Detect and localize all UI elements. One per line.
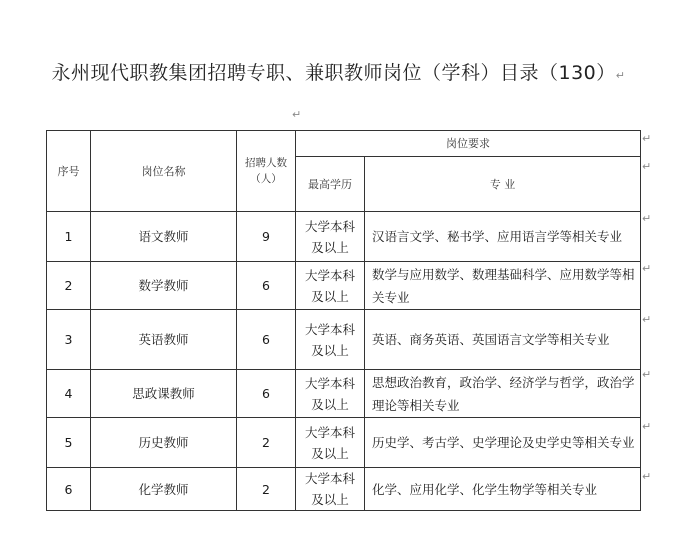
cell-seq: 5 <box>47 418 91 468</box>
table-row <box>47 310 641 370</box>
cell-major: 数学与应用数学、数理基础科学、应用数学等相关专业 <box>365 262 641 310</box>
cell-count: 6 <box>237 310 296 370</box>
cell-education: 大学本科及以上 <box>296 212 365 262</box>
cell-count: 9 <box>237 212 296 262</box>
cell-seq: 6 <box>47 468 91 511</box>
cell-seq: 2 <box>47 262 91 310</box>
cell-major: 化学、应用化学、化学生物学等相关专业 <box>365 468 641 511</box>
header-major: 专 业 <box>365 157 641 212</box>
table-row <box>47 468 641 511</box>
paragraph-mark-icon: ↵ <box>642 160 652 173</box>
cell-count: 6 <box>237 370 296 418</box>
cell-position: 数学教师 <box>91 262 237 310</box>
cell-position: 历史教师 <box>91 418 237 468</box>
cell-education: 大学本科及以上 <box>296 262 365 310</box>
paragraph-mark-icon: ↵ <box>642 420 652 433</box>
cell-position: 语文教师 <box>91 212 237 262</box>
table-row <box>47 262 641 310</box>
paragraph-mark-icon: ↵ <box>642 212 652 225</box>
header-seq: 序号 <box>47 131 91 212</box>
table-row <box>47 418 641 468</box>
paragraph-mark-icon: ↵ <box>642 132 652 145</box>
cell-position: 英语教师 <box>91 310 237 370</box>
header-row <box>47 131 641 157</box>
header-requirements: 岗位要求 <box>296 131 641 157</box>
cell-count: 6 <box>237 262 296 310</box>
cell-education: 大学本科及以上 <box>296 418 365 468</box>
header-education: 最高学历 <box>296 157 365 212</box>
table-row <box>47 212 641 262</box>
positions-table <box>46 130 641 511</box>
page-title <box>0 58 677 85</box>
cell-major: 英语、商务英语、英国语言文学等相关专业 <box>365 310 641 370</box>
cell-count: 2 <box>237 418 296 468</box>
paragraph-mark-icon: ↵ <box>292 108 302 121</box>
paragraph-mark-icon: ↵ <box>642 368 652 381</box>
cell-position: 化学教师 <box>91 468 237 511</box>
cell-seq: 3 <box>47 310 91 370</box>
title-text: 永州现代职教集团招聘专职、兼职教师岗位（学科）目录（130） <box>51 62 616 84</box>
paragraph-mark-icon: ↵ <box>615 69 626 82</box>
cell-education: 大学本科及以上 <box>296 370 365 418</box>
cell-major: 历史学、考古学、史学理论及史学史等相关专业 <box>365 418 641 468</box>
paragraph-mark-icon: ↵ <box>642 313 652 326</box>
cell-seq: 4 <box>47 370 91 418</box>
paragraph-mark-icon: ↵ <box>642 470 652 483</box>
cell-seq: 1 <box>47 212 91 262</box>
cell-major: 汉语言文学、秘书学、应用语言学等相关专业 <box>365 212 641 262</box>
header-position: 岗位名称 <box>91 131 237 212</box>
cell-education: 大学本科及以上 <box>296 468 365 511</box>
header-count: 招聘人数（人） <box>237 131 296 212</box>
paragraph-mark-icon: ↵ <box>642 262 652 275</box>
cell-position: 思政课教师 <box>91 370 237 418</box>
cell-education: 大学本科及以上 <box>296 310 365 370</box>
table-row <box>47 370 641 418</box>
cell-count: 2 <box>237 468 296 511</box>
cell-major: 思想政治教育，政治学、经济学与哲学，政治学理论等相关专业 <box>365 370 641 418</box>
